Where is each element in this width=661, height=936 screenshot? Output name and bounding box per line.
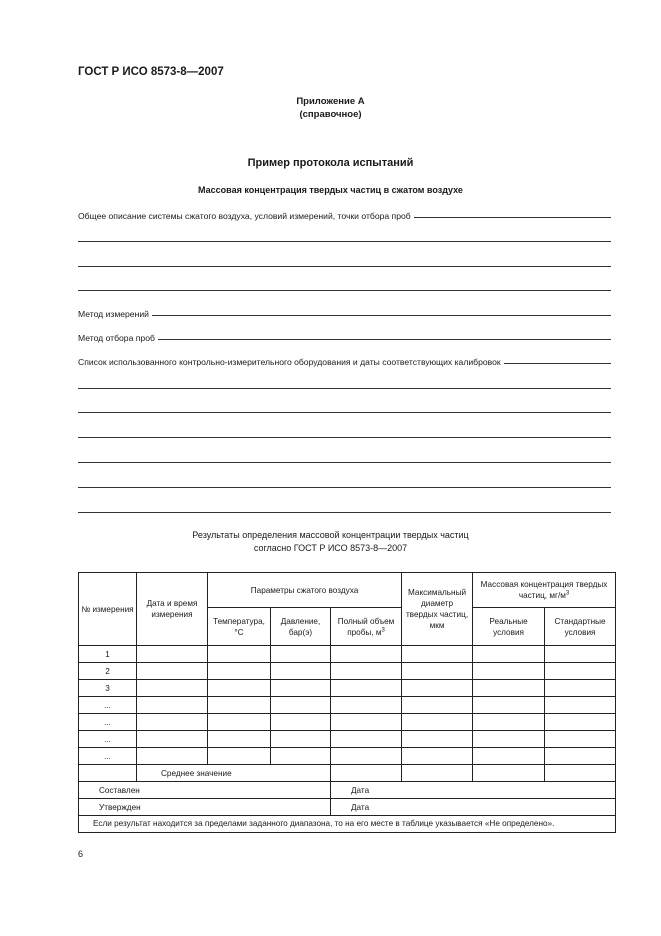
- appendix-title: Приложение А: [296, 96, 365, 107]
- header-standard: Стандартные условия: [545, 608, 616, 646]
- row-number: 1: [79, 646, 137, 663]
- field-equipment-list: [78, 353, 611, 367]
- field-label: Метод измерений: [78, 309, 149, 319]
- compiled-label: Составлен: [79, 782, 331, 799]
- row-number: 2: [79, 663, 137, 680]
- row-number: ...: [79, 697, 137, 714]
- field-label: Общее описание системы сжатого воздуха, условий измерений, точки отбора проб: [78, 211, 411, 221]
- field-system-description: [78, 207, 611, 221]
- header-mass-conc-text: Массовая концентрация твердых частиц, мг/м: [480, 580, 608, 600]
- table-row: [79, 663, 616, 680]
- appendix-subtitle: (справочное): [299, 109, 362, 120]
- blank-line: [78, 437, 611, 438]
- blank-line: [78, 266, 611, 267]
- table-row: [79, 680, 616, 697]
- field-label: Метод отбора проб: [78, 333, 155, 343]
- field-sampling-method: [78, 329, 611, 343]
- table-note: [79, 816, 616, 833]
- page-number: 6: [78, 849, 84, 859]
- fill-line: [504, 362, 611, 364]
- header-real: Реальные условия: [473, 608, 545, 646]
- note-text: Если результат находится за пределами заданного диапазона, то на его месте в таблице указывается «Не определено».: [93, 819, 555, 828]
- table-row: [79, 731, 616, 748]
- table-caption-line2: согласно ГОСТ Р ИСО 8573-8—2007: [253, 543, 408, 553]
- blank-line: [78, 412, 611, 413]
- row-number: ...: [79, 731, 137, 748]
- compiled-date: Дата: [331, 782, 616, 799]
- header-max-diameter: Максимальный диаметр твердых частиц, мкм: [402, 573, 473, 646]
- blank-line: [78, 462, 611, 463]
- table-row: [79, 748, 616, 765]
- protocol-subtitle: Массовая концентрация твердых частиц в сжатом воздухе: [198, 185, 463, 195]
- fill-line: [414, 216, 611, 218]
- protocol-title: Пример протокола испытаний: [247, 157, 414, 169]
- row-number: 3: [79, 680, 137, 697]
- table-row: [79, 714, 616, 731]
- average-row: [79, 765, 616, 782]
- field-measurement-method: [78, 305, 611, 319]
- table-caption-line1: Результаты определения массовой концентрации твердых частиц: [192, 530, 469, 540]
- table-row: [79, 646, 616, 663]
- header-air-params: Параметры сжатого воздуха: [208, 573, 402, 608]
- header-pressure: Давление, бар(э): [271, 608, 331, 646]
- blank-line: [78, 290, 611, 291]
- fill-line: [158, 338, 611, 340]
- blank-line: [78, 241, 611, 242]
- header-temperature: Температура, °С: [208, 608, 271, 646]
- row-number: ...: [79, 714, 137, 731]
- blank-line: [78, 388, 611, 389]
- header-number: № измерения: [79, 573, 137, 646]
- results-table: [78, 572, 616, 833]
- table-caption: [0, 529, 661, 555]
- document-header: ГОСТ Р ИСО 8573-8—2007: [78, 66, 224, 78]
- header-volume-text: Полный объем пробы, м: [337, 616, 395, 637]
- blank-line: [78, 512, 611, 513]
- average-label: Среднее значение: [137, 765, 331, 782]
- fill-line: [152, 314, 611, 316]
- superscript: 3: [381, 626, 385, 633]
- superscript: 3: [565, 590, 570, 597]
- compiled-row: [79, 782, 616, 799]
- table-row: [79, 697, 616, 714]
- header-volume: [331, 608, 402, 646]
- approved-date: Дата: [331, 799, 616, 816]
- header-mass-conc: [473, 573, 616, 608]
- row-number: ...: [79, 748, 137, 765]
- approved-label: Утвержден: [79, 799, 331, 816]
- blank-line: [78, 487, 611, 488]
- header-datetime: Дата и время измерения: [137, 573, 208, 646]
- note-row: [79, 816, 616, 833]
- field-label: Список использованного контрольно-измерительного оборудования и даты соответствующих калибровок: [78, 357, 501, 367]
- approved-row: [79, 799, 616, 816]
- appendix-heading: [0, 95, 661, 121]
